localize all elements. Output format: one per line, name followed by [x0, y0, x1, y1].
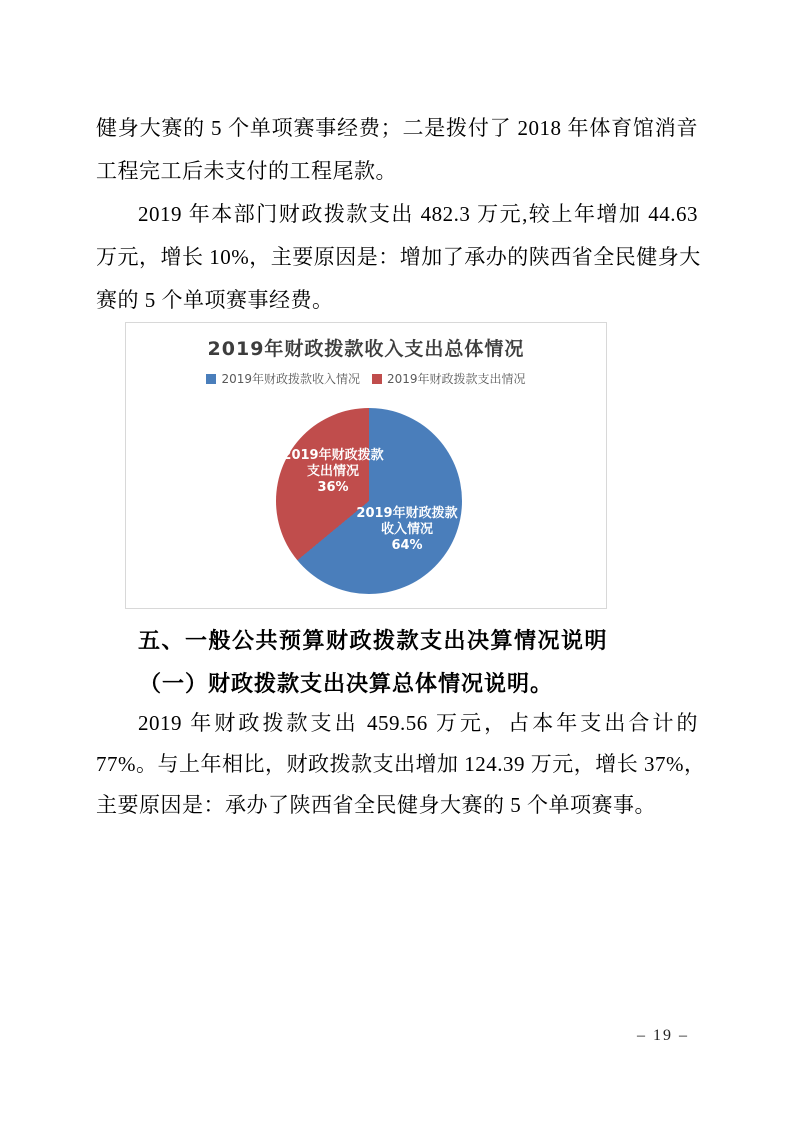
pie-label-percent: 36%	[317, 480, 349, 495]
chart-title: 2019年财政拨款收入支出总体情况	[207, 338, 525, 360]
legend-label-expenditure: 2019年财政拨款支出情况	[387, 372, 526, 386]
pie-slice-label-expenditure	[276, 448, 390, 496]
text-line: 2019 年本部门财政拨款支出 482.3 万元,较上年增加 44.63	[138, 202, 698, 226]
pie-label-line: 收入情况	[380, 522, 433, 537]
legend-item-expenditure	[372, 370, 526, 387]
page-number: – 19 –	[637, 1027, 689, 1044]
text-line: 赛的 5 个单项赛事经费。	[96, 288, 334, 312]
pie-label-line: 2019年财政拨款	[282, 448, 384, 463]
pie-label-line: 2019年财政拨款	[356, 506, 458, 521]
pie-label-percent: 64%	[391, 538, 423, 553]
legend-item-income	[206, 370, 360, 387]
text-line: 77%。与上年相比，财政拨款支出增加 124.39 万元，增长 37%，	[96, 752, 706, 776]
text-line: 主要原因是：承办了陕西省全民健身大赛的 5 个单项赛事。	[96, 793, 656, 817]
text-line: 2019 年财政拨款支出 459.56 万元，占本年支出合计的	[138, 711, 698, 735]
legend-swatch-income	[206, 374, 216, 384]
legend-label-income: 2019年财政拨款收入情况	[221, 372, 360, 386]
paragraph-block-1	[96, 107, 701, 322]
text-line: 万元，增长 10%，主要原因是：增加了承办的陕西省全民健身大	[96, 245, 701, 269]
section-heading-5: 五、一般公共预算财政拨款支出决算情况说明	[138, 628, 609, 653]
paragraph-block-2	[96, 703, 706, 826]
pie-slice-label-income	[350, 506, 464, 554]
pie-label-line: 支出情况	[306, 464, 359, 479]
legend-swatch-expenditure	[372, 374, 382, 384]
text-line: 健身大赛的 5 个单项赛事经费；二是拨付了 2018 年体育馆消音	[96, 116, 698, 140]
pie-chart-figure	[125, 322, 607, 609]
text-line: 工程完工后未支付的工程尾款。	[96, 159, 397, 183]
chart-legend	[126, 370, 606, 387]
subsection-heading-1: （一）财政拨款支出决算总体情况说明。	[139, 671, 554, 696]
pie-chart	[276, 408, 462, 594]
